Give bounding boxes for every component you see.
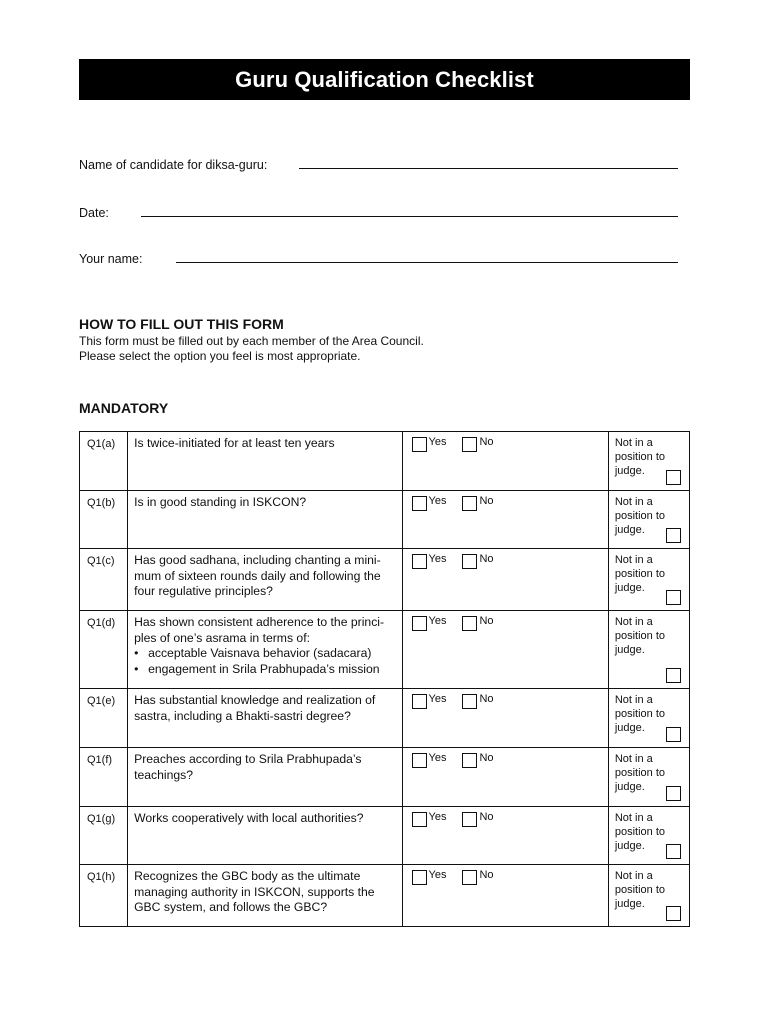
yes-label: Yes [428, 869, 447, 881]
yes-label: Yes [428, 811, 447, 823]
not-in-position-cell [608, 865, 689, 927]
yes-checkbox[interactable] [412, 616, 427, 631]
not-in-position-checkbox[interactable] [666, 590, 681, 605]
no-label: No [479, 811, 494, 823]
question-text-cell [128, 549, 402, 611]
no-checkbox[interactable] [462, 812, 477, 827]
question-id-cell [80, 432, 128, 491]
yes-label: Yes [428, 553, 447, 565]
question-id-cell [80, 865, 128, 927]
yes-checkbox[interactable] [412, 812, 427, 827]
question-text [128, 748, 401, 783]
question-id: Q1(f) [87, 754, 113, 766]
candidate-name-input-line[interactable] [299, 168, 678, 169]
question-id: Q1(d) [87, 617, 116, 629]
yes-checkbox[interactable] [412, 694, 427, 709]
no-checkbox[interactable] [462, 437, 477, 452]
question-text-main: Has good sadhana, including chanting a mini-mum of sixteen rounds daily and following the four regulative principles? [134, 553, 381, 598]
question-id: Q1(h) [87, 871, 116, 883]
question-bullet-list [134, 646, 395, 677]
question-text-cell [128, 491, 402, 549]
checklist-row [80, 491, 690, 549]
no-label: No [479, 495, 494, 507]
instructions-line-1: This form must be filled out by each member of the Area Council. [79, 334, 424, 348]
yes-checkbox[interactable] [412, 870, 427, 885]
candidate-name-field [79, 158, 678, 172]
checklist-row [80, 748, 690, 807]
yes-label: Yes [428, 436, 447, 448]
not-in-position-checkbox[interactable] [666, 528, 681, 543]
question-bullet-text: acceptable Vaisnava behavior (sadacara) [148, 646, 372, 660]
yes-no-cell [402, 807, 608, 865]
checklist-row [80, 807, 690, 865]
no-label: No [479, 693, 494, 705]
not-in-position-cell [608, 549, 689, 611]
question-text-cell [128, 432, 402, 491]
not-in-position-checkbox[interactable] [666, 668, 681, 683]
yes-checkbox[interactable] [412, 437, 427, 452]
question-id: Q1(a) [87, 438, 116, 450]
yes-no-cell [402, 549, 608, 611]
not-in-position-cell [608, 748, 689, 807]
form-title-bar [79, 59, 690, 100]
question-id: Q1(g) [87, 813, 116, 825]
yes-checkbox[interactable] [412, 496, 427, 511]
question-text [128, 689, 401, 724]
yes-label: Yes [428, 693, 447, 705]
yes-label: Yes [428, 615, 447, 627]
date-label: Date: [79, 206, 109, 220]
no-label: No [479, 553, 494, 565]
date-input-line[interactable] [141, 216, 678, 217]
not-in-position-label: Not in a position to judge. [614, 812, 665, 852]
checklist-row [80, 865, 690, 927]
question-id: Q1(c) [87, 555, 115, 567]
question-text-cell [128, 807, 402, 865]
question-text-main: Is in good standing in ISKCON? [134, 495, 307, 509]
question-text-cell [128, 865, 402, 927]
no-checkbox[interactable] [462, 753, 477, 768]
instructions-heading: HOW TO FILL OUT THIS FORM [79, 316, 284, 332]
yes-no-cell [402, 865, 608, 927]
not-in-position-label: Not in a position to judge. [614, 496, 665, 536]
yes-no-cell [402, 748, 608, 807]
not-in-position-checkbox[interactable] [666, 844, 681, 859]
checklist-row [80, 432, 690, 491]
yes-no-cell [402, 432, 608, 491]
question-id-cell [80, 807, 128, 865]
question-id: Q1(e) [87, 695, 116, 707]
not-in-position-label: Not in a position to judge. [614, 616, 665, 656]
yes-no-cell [402, 689, 608, 748]
no-checkbox[interactable] [462, 554, 477, 569]
not-in-position-checkbox[interactable] [666, 906, 681, 921]
mandatory-heading: MANDATORY [79, 400, 169, 416]
not-in-position-checkbox[interactable] [666, 727, 681, 742]
question-id: Q1(b) [87, 497, 116, 509]
checklist-row [80, 689, 690, 748]
question-id-cell [80, 491, 128, 549]
form-title: Guru Qualification Checklist [235, 66, 534, 92]
instructions-line-2: Please select the option you feel is most appropriate. [79, 349, 361, 363]
question-text [128, 807, 401, 827]
not-in-position-label: Not in a position to judge. [614, 694, 665, 734]
question-text-main: Recognizes the GBC body as the ultimate managing authority in ISKCON, supports the GBC system, and follows the GBC? [134, 869, 375, 914]
question-text-cell [128, 689, 402, 748]
question-text [128, 432, 401, 452]
question-text [128, 491, 401, 511]
question-bullet [134, 646, 395, 662]
checklist-row [80, 611, 690, 689]
no-label: No [479, 436, 494, 448]
question-text-cell [128, 748, 402, 807]
question-text [128, 865, 401, 916]
not-in-position-cell [608, 611, 689, 689]
question-text-main: Has substantial knowledge and realization of sastra, including a Bhakti-sastri degree? [134, 693, 376, 723]
question-id-cell [80, 748, 128, 807]
question-id-cell [80, 549, 128, 611]
question-id-cell [80, 611, 128, 689]
your-name-input-line[interactable] [176, 262, 678, 263]
no-checkbox[interactable] [462, 870, 477, 885]
yes-label: Yes [428, 495, 447, 507]
not-in-position-cell [608, 807, 689, 865]
question-text-main: Works cooperatively with local authorities? [134, 811, 364, 825]
no-checkbox[interactable] [462, 694, 477, 709]
not-in-position-label: Not in a position to judge. [614, 870, 665, 910]
no-checkbox[interactable] [462, 496, 477, 511]
yes-no-cell [402, 491, 608, 549]
your-name-label: Your name: [79, 252, 143, 266]
mandatory-checklist-table [79, 431, 690, 927]
yes-no-cell [402, 611, 608, 689]
question-bullet [134, 662, 395, 678]
date-field [79, 206, 678, 220]
question-text-cell [128, 611, 402, 689]
question-text-main: Has shown consistent adherence to the princi-ples of one’s asrama in terms of: [134, 615, 385, 645]
not-in-position-cell [608, 432, 689, 491]
no-label: No [479, 869, 494, 881]
not-in-position-checkbox[interactable] [666, 470, 681, 485]
not-in-position-cell [608, 689, 689, 748]
question-id-cell [80, 689, 128, 748]
yes-label: Yes [428, 752, 447, 764]
not-in-position-cell [608, 491, 689, 549]
not-in-position-label: Not in a position to judge. [614, 554, 665, 594]
question-text [128, 611, 401, 677]
no-checkbox[interactable] [462, 616, 477, 631]
yes-checkbox[interactable] [412, 554, 427, 569]
not-in-position-label: Not in a position to judge. [614, 753, 665, 793]
yes-checkbox[interactable] [412, 753, 427, 768]
question-text [128, 549, 401, 600]
not-in-position-label: Not in a position to judge. [614, 437, 665, 477]
not-in-position-checkbox[interactable] [666, 786, 681, 801]
candidate-name-label: Name of candidate for diksa-guru: [79, 158, 268, 172]
question-text-main: Is twice-initiated for at least ten years [134, 436, 335, 450]
question-text-main: Preaches according to Srila Prabhupada’s teachings? [134, 752, 362, 782]
checklist-row [80, 549, 690, 611]
no-label: No [479, 752, 494, 764]
your-name-field [79, 252, 678, 266]
question-bullet-text: engagement in Srila Prabhupada’s mission [148, 661, 380, 676]
no-label: No [479, 615, 494, 627]
